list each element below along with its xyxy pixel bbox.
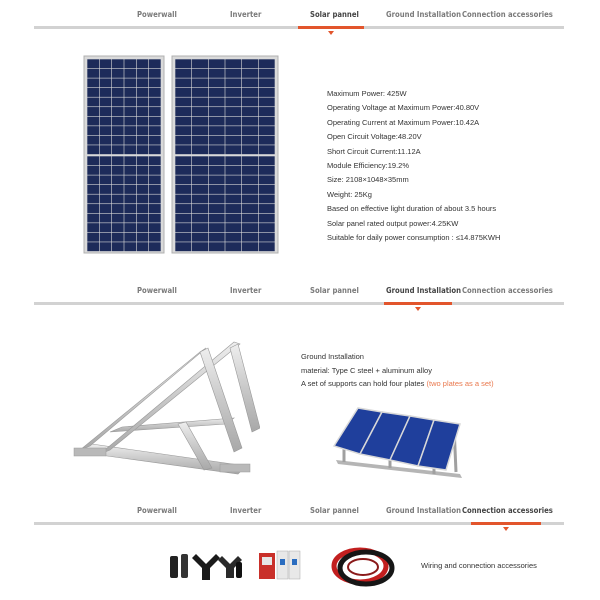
solar-panel-specs — [327, 87, 500, 245]
tab-inverter[interactable]: Inverter — [230, 506, 262, 515]
ground-mount-bracket-image — [70, 340, 260, 480]
tab-ground-installation[interactable]: Ground Installation — [386, 506, 462, 515]
mounted-panels-image — [330, 400, 466, 482]
tab-inverter[interactable]: Inverter — [230, 286, 262, 295]
section-nav-1 — [34, 4, 564, 34]
spec-operating-current: Operating Current at Maximum Power:10.42A — [327, 117, 480, 127]
tab-inverter[interactable]: Inverter — [230, 10, 262, 19]
tab-solar-pannel[interactable]: Solar pannel — [310, 10, 359, 19]
ground-title: Ground Installation — [301, 352, 364, 361]
ground-material: material: Type C steel + aluminum alloy — [301, 365, 432, 375]
active-tab-underline — [298, 26, 364, 29]
tab-solar-pannel[interactable]: Solar pannel — [310, 286, 359, 295]
nav-bar — [34, 302, 564, 305]
spec-light-duration: Based on effective light duration of about 3.5 hours — [327, 204, 497, 214]
section-nav-3 — [34, 500, 564, 530]
mc4-connectors-image — [166, 548, 248, 584]
accessories-label: Wiring and connection accessories — [421, 561, 537, 570]
tab-solar-pannel[interactable]: Solar pannel — [310, 506, 359, 515]
tab-connection-accessories[interactable]: Connection accessories — [462, 506, 553, 515]
active-tab-caret-icon — [415, 307, 421, 311]
spec-open-circuit-voltage: Open Circuit Voltage:48.20V — [327, 132, 422, 142]
tab-powerwall[interactable]: Powerwall — [137, 10, 177, 19]
active-tab-caret-icon — [328, 31, 334, 35]
active-tab-underline — [471, 522, 541, 525]
ground-supports-note: (two plates as a set) — [426, 379, 494, 388]
spec-rated-output: Solar panel rated output power:4.25KW — [327, 218, 459, 228]
tab-powerwall[interactable]: Powerwall — [137, 506, 177, 515]
tab-ground-installation[interactable]: Ground Installation — [386, 10, 462, 19]
solar-panel-image — [82, 54, 282, 256]
spec-weight: Weight: 25Kg — [327, 189, 372, 199]
spec-operating-voltage: Operating Voltage at Maximum Power:40.80V — [327, 103, 480, 113]
ground-installation-text — [301, 350, 494, 391]
spec-module-efficiency: Module Efficiency:19.2% — [327, 161, 409, 171]
tab-ground-installation[interactable]: Ground Installation — [386, 286, 462, 295]
spec-maximum-power: Maximum Power: 425W — [327, 89, 407, 98]
active-tab-caret-icon — [503, 527, 509, 531]
tab-connection-accessories[interactable]: Connection accessories — [462, 286, 553, 295]
cable-reel-image — [330, 544, 398, 588]
spec-daily-consumption: Suitable for daily power consumption : ≤14.875KWH — [327, 233, 501, 243]
section-nav-2 — [34, 280, 564, 310]
ground-supports — [301, 377, 494, 391]
breaker-box-image — [257, 549, 303, 581]
spec-short-circuit-current: Short Circuit Current:11.12A — [327, 146, 421, 156]
ground-supports-text: A set of supports can hold four plates — [301, 379, 425, 388]
active-tab-underline — [384, 302, 452, 305]
spec-size: Size: 2108×1048×35mm — [327, 175, 409, 185]
tab-powerwall[interactable]: Powerwall — [137, 286, 177, 295]
tab-connection-accessories[interactable]: Connection accessories — [462, 10, 553, 19]
